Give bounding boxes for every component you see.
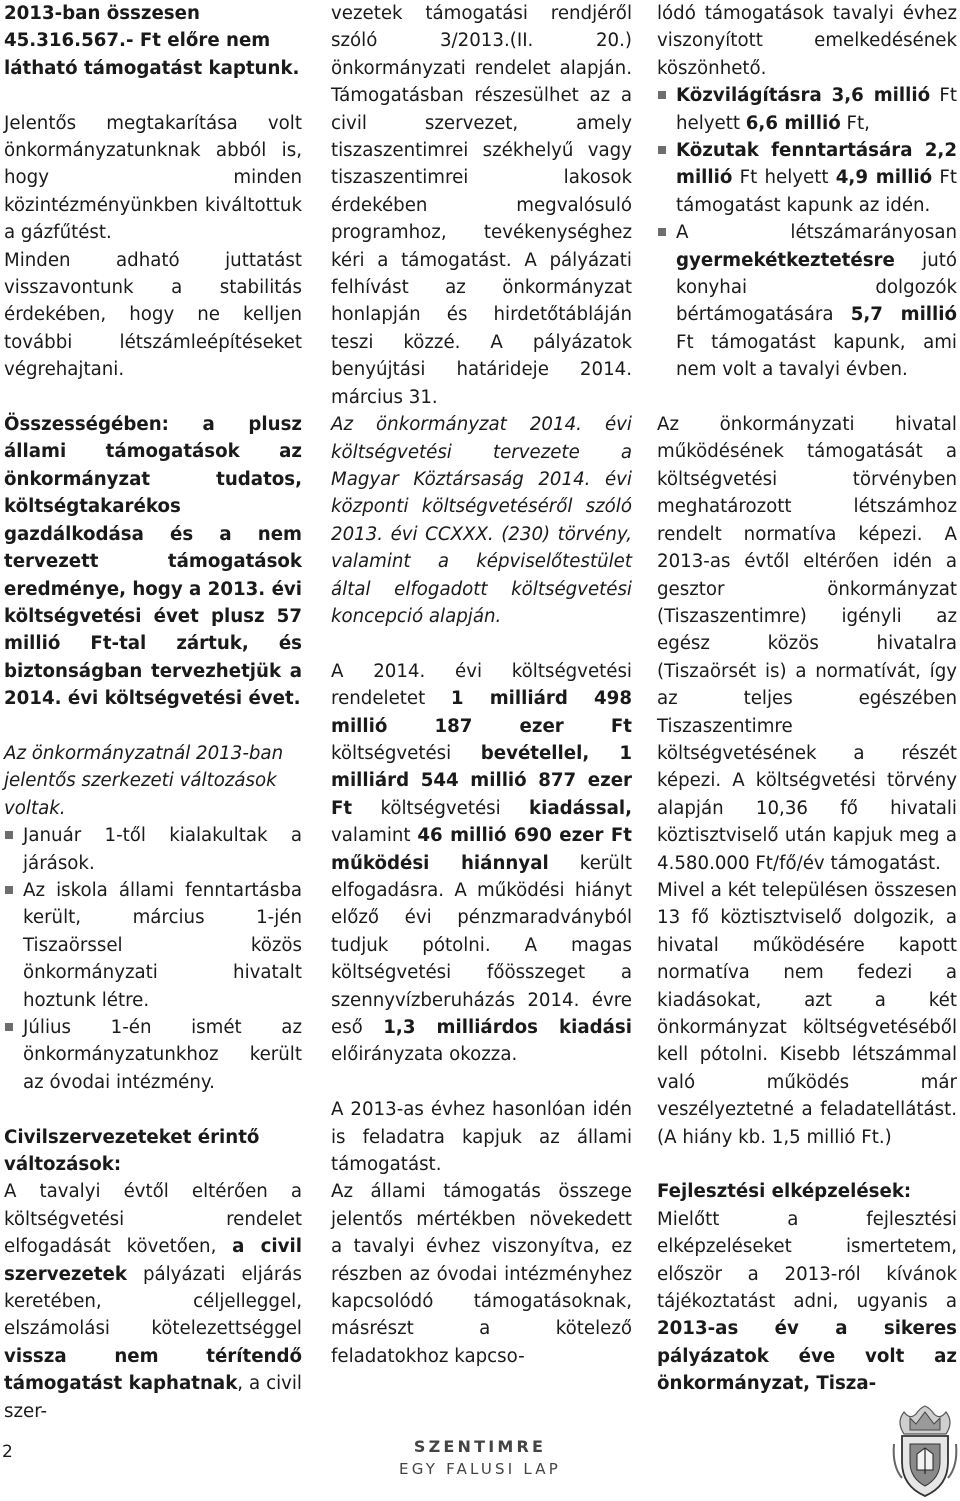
intro-paragraph: 2013-ban összesen 45.316.567.- Ft előre nem látható támogatást kaptunk.	[4, 3, 300, 79]
column-3	[657, 0, 957, 1398]
budget-figures-paragraph: A 2014. évi költségvetési rendeletet 1 milliárd 498 millió 187 ezer Ft költségvetési bevétellel, 1 milliárd 544 millió 877 ezer Ft költségvetési kiadással, valamint 46 millió 690 ezer Ft működési hiánnyal került elfogadásra. A működési hiányt előző évi pénzmaradványból tudjuk pótolni. A magas költségvetési főösszeget a szennyvízberuházás 2014. évre eső 1,3 milliárdos kiadási előirányzata okozza.	[331, 660, 632, 1066]
square-bullet-icon	[5, 831, 13, 839]
list-item: Az iskola állami fenntartásba került, március 1-jén Tiszaörssel közös önkormányzati hivatalt hoztunk létre.	[4, 877, 302, 1014]
square-bullet-icon	[658, 146, 666, 154]
square-bullet-icon	[5, 1023, 13, 1031]
list-item: Január 1-től kialakultak a járások.	[4, 822, 302, 877]
civil-paragraph: A tavalyi évtől eltérően a költségvetési rendelet elfogadását követően, a civil szervezetek pályázati eljárás keretében, céljelleggel, elszámolási kötelezettséggel vissza nem térítendő támogatást kaphatnak, a civil szer-	[4, 1181, 302, 1422]
list-item: Közvilágításra 3,6 millió Ft helyett 6,6 millió Ft,	[657, 82, 957, 137]
support-continued-paragraph: lódó támogatások tavalyi évhez viszonyított emelkedésének köszönhető.	[657, 3, 957, 79]
column-1	[4, 0, 302, 1425]
civil-heading: Civilszervezeteket érintő változások:	[4, 1126, 260, 1175]
savings-paragraph: Jelentős megtakarítása volt önkormányzatunknak abból is, hogy minden közintézményünkben kiváltottuk a gázfűtést.	[4, 112, 302, 244]
coat-of-arms-icon	[890, 1404, 960, 1500]
staff-paragraph: Mivel a két településen összesen 13 fő köztisztviselő dolgozik, a hivatal működésére kapott normatíva nem fedezi a kiadásokat, azt a két önkormányzat költségvetéséből kell pótolni. Kisebb létszámmal való működés már veszélyeztetné a feladatellátást. (A hiány kb. 1,5 millió Ft.)	[657, 879, 957, 1148]
page-footer	[0, 1400, 960, 1501]
support-increase-paragraph: Az állami támogatás összege jelentős mértékben növekedett a tavalyi évhez viszonyítva, ez részben az óvodai intézményhez kapcsolódó támogatásoknak, másrészt a kötelező feladatokhoz kapcso-	[331, 1181, 632, 1367]
square-bullet-icon	[658, 228, 666, 236]
changes-heading: Az önkormányzatnál 2013-ban jelentős szerkezeti változások voltak.	[4, 742, 284, 819]
publication-subtitle: EGY FALUSI LAP	[399, 1460, 561, 1478]
development-paragraph: Mielőtt a fejlesztési elképzeléseket ismertetem, először a 2013-ról kívánok tájékoztatást adni, ugyanis a 2013-as év a sikeres pályázatok éve volt az önkormányzat, Tisza-	[657, 1208, 957, 1395]
summary-paragraph: Összességében: a plusz állami támogatások az önkormányzat tudatos, költségtakarékos gazdálkodása és a nem tervezett támogatások eredménye, hogy a 2013. évi költségvetési évet plusz 57 millió Ft-tal zártuk, és biztonságban tervezhetjük a 2014. évi költségvetési évet.	[4, 414, 302, 710]
development-heading: Fejlesztési elképzelések:	[657, 1181, 912, 1203]
column-2	[331, 0, 632, 1370]
state-support-paragraph: A 2013-as évhez hasonlóan idén is feladatra kapjuk az állami támogatást.	[331, 1099, 632, 1176]
civil-continued-paragraph: vezetek támogatási rendjéről szóló 3/2013.(II. 20.) önkormányzati rendelet alapján. Támogatásban részesülhet az a civil szervezet, amely tiszaszentimrei székhelyű vagy tiszaszentimrei lakosok érdekében megvalósuló programhoz, tevékenységhez kéri a támogatást. A pályázati felhívást az önkormányzat honlapján és hirdetőtábláján teszi közzé. A pályázatok benyújtási határideje 2014. március 31.	[331, 3, 632, 408]
support-list	[657, 82, 957, 383]
list-item: Július 1-én ismét az önkormányzatunkhoz került az óvodai intézmény.	[4, 1014, 302, 1096]
page-number: 2	[2, 1442, 13, 1462]
budget-basis-paragraph: Az önkormányzat 2014. évi költségvetési tervezete a Magyar Köztársaság 2014. évi központi költségvetéséről szóló 2013. évi CCXXX. (230) törvény, valamint a képviselőtestület által elfogadott költségvetési koncepció alapján.	[331, 414, 632, 627]
list-item: Közutak fenntartására 2,2 millió Ft helyett 4,9 millió Ft támogatást kapunk az idén.	[657, 137, 957, 219]
list-item: A létszámarányosan gyermekétkeztetésre jutó konyhai dolgozók bértámogatására 5,7 millió Ft támogatást kapunk, ami nem volt a tavalyi évben.	[657, 219, 957, 383]
changes-list	[4, 822, 302, 1096]
square-bullet-icon	[5, 886, 13, 894]
publication-title: SZENTIMRE	[413, 1437, 547, 1456]
benefits-paragraph: Minden adható juttatást visszavontunk a stabilitás érdekében, hogy ne kelljen további létszámleépítéseket végrehajtani.	[4, 249, 302, 381]
square-bullet-icon	[658, 91, 666, 99]
office-funding-paragraph: Az önkormányzati hivatal működésének támogatását a költségvetési törvényben meghatározott létszámhoz rendelt normatíva képezi. A 2013-as évtől eltérően idén a gesztor önkormányzat (Tiszaszentimre) igényli az egész közös hivatalra (Tiszaörsét is) a normatívát, így az teljes egészében Tiszaszentimre költségvetésének a részét képezi. A költségvetési törvény alapján 10,36 fő hivatali köztisztviselő után kapjuk meg a 4.580.000 Ft/fő/év támogatást.	[657, 414, 957, 874]
